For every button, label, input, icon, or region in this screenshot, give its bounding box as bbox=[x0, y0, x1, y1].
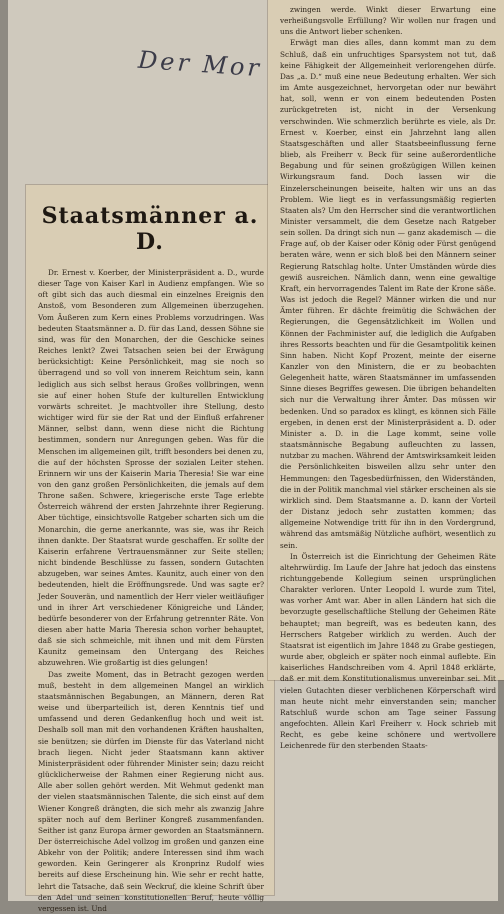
handwritten-annotation: Der Mor bbox=[137, 45, 263, 83]
article-headline: Staatsmänner a. D. bbox=[41, 203, 259, 255]
clipping-left bbox=[26, 185, 274, 913]
paragraph: Das zweite Moment, das in Betracht gezogen werden muß, besteht in dem allgemeinen Mangel an wirklich staatsmännischen Begabungen, an Männern, deren Rat weise und überparteilich ist, deren Kenntnis tief und umfassend und deren Gedankenflug hoch und weit ist. Deshalb soll man mit den vorhandenen Kräften haushalten, sie benützen; sie dürfen im Dienste für das Vaterland nicht brach liegen. Nicht jeder Staatsmann kann aktiver Ministerpräsident oder führender Minister sein; dazu reicht glücklicherweise der Rahmen einer Regierung nicht aus. Alle aber sollen gehört werden. Mit Wehmut gedenkt man der vielen staatsmännischen Talente, die sich einst auf dem Wiener Kongreß drängten, die sich mehr als zwanzig Jahre später noch auf dem Berliner Kongreß zusammenfanden. Seither ist ganz Europa ärmer geworden an Staatsmännern. Der österreichische Adel vollzog im großen und ganzen eine Abkehr von der Politik; andere Interessen sind ihm wach geworden. Kein Geringerer als Kronprinz Rudolf wies bereits auf diese Erscheinung hin. Wie sehr er recht hatte, lehrt die Tatsache, daß sein Weckruf, die kleine Schrift über den Adel und seinen konstitutionellen Beruf, heute völlig vergessen ist. Und bbox=[38, 669, 264, 913]
paragraph: In Österreich ist die Einrichtung der Geheimen Räte altehrwürdig. Im Laufe der Jahre hat jedoch das einstens richtunggebende Kollegium seinen ursprünglichen Charakter verloren. Unter Leopold I. wurde zum Titel, was vorher Amt war. Aber in allen Ländern hat sich die bevorzugte gesellschaftliche Stellung der Geheimen Räte behauptet; man begreift, was es bedeuten kann, des Herrschers Ratgeber wirklich zu werden. Auch der Staatsrat ist eigentlich im Jahre 1848 zu Grabe gestiegen, wurde aber, obgleich er später noch einmal auflebte. Ein kaiserliches Handschreiben vom 4. April 1848 erklärte, daß er mit dem Konstitutionalismus unvereinbar sei. Mit vielen Gutachten dieser verblichenen Körperschaft wird man heute nicht mehr einverstanden sein; mancher Ratschluß wurde schon am Tage seiner Fassung angefochten. Allein Karl Freiherr v. Hock schrieb mit Recht, es gebe keine schönere und wertvollere Leichenrede für den sterbenden Staats- bbox=[280, 551, 496, 751]
paragraph: Erwägt man dies alles, dann kommt man zu dem Schluß, daß ein unfruchtiges Sparsystem not tut, daß keine Fähigkeit der Allgemeinheit verlorengehen dürfe. Das „a. D.“ muß eine neue Bedeutung erhalten. Wer sich im Amte ausgezeichnet, hervorgetan oder nur bewährt hat, soll, wenn er von einem bedeutenden Posten zurückgetreten ist, nicht in der Versenkung verschwinden. Wie schmerzlich berührte es viele, als Dr. Ernest v. Koerber, einst ein Jahrzehnt lang allen Staatsgeschäften und aller Staatsbeeinflussung ferne blieb, als Freiherr v. Beck für seine außerordentliche Begabung und für seinen großzügigen Willen keinen Wirkungsraum fand. Doch lassen wir die Einzelerscheinungen beiseite, halten wir uns an das Problem. Wie liegt es in verfassungsmäßig regierten Staaten als? Um den Herrscher sind die verantwortlichen Minister versammelt, die dem Gesetze nach Ratgeber sein sollen. Da dringt sich nun — ganz akademisch — die Frage auf, ob der Kaiser oder König oder Fürst genügend beraten wäre, wenn er sich bloß bei den Männern seiner Regierung Ratschlag holte. Unter Umständen würde dies gewiß ausreichen. Nämlich dann, wenn eine gewaltige Kraft, ein hervorragendes Talent im Rate der Krone säße. Was ist jedoch die Regel? Männer wirken die und nur Ämter führen. Er dächte freimütig die Schwächen der Regierungen, die Gegensätzlichkeit im Wollen und Können der Fachminister auf, die lediglich die Aufgaben ihres Ressorts beachten und für die Gesamtpolitik keinen Sinn haben. Nicht Kopf Prozent, meinte der eiserne Kanzler von den Ministern, die er zu beobachten Gelegenheit hatte, wären Staatsmänner im umfassenden Sinne dieses Begriffes gewesen. Die übrigen behandelten sich nur die Verwaltung ihrer Ämter. Das müssen wir bedenken. Und so paradox es klingt, es können sich Fälle ergeben, in denen erst der Ministerpräsident a. D. oder Minister a. D. in die Lage kommt, seine volle staatsmännische Begabung aufleuchten zu lassen, nutzbar zu machen. Während der Amtswirksamkeit leiden die Persönlichkeiten bisweilen allzu sehr unter den Hemmungen: den Tagesbedürfnissen, den Widerständen, die in der Politik manchmal viel stärker erscheinen als sie wirklich sind. Dem Staatsmanne a. D. kann der Vorteil der Distanz jedoch sehr zustatten kommen; das allgemeine Notwendige tritt für ihn in den Vordergrund, während das amtsmäßig Nützliche aufhört, wesentlich zu sein. bbox=[280, 38, 496, 550]
paragraph: zwingen werde. Winkt dieser Erwartung eine verheißungsvolle Erfüllung? Wir wollen nur fragen und uns die Antwort lieber schenken. bbox=[280, 5, 496, 37]
paragraph: Dr. Ernest v. Koerber, der Ministerpräsident a. D., wurde dieser Tage von Kaiser Karl in Audienz empfangen. Wie so oft gibt sich das auch diesmal ein einzelnes Ereignis den Anstoß, vom Besonderen zum Allgemeinen überzugehen. Vom Äußeren zum Kern eines Problems vorzudringen. Was bedeuten Staatsmänner a. D. für das Land, dessen Söhne sie sind, was für den Monarchen, der die Geschicke seines Reiches lenkt? Zwei Tatsachen seien bei der Erwägung berücksichtigt: Keine Persönlichkeit, mag sie noch so überragend und so voll von innerem Reichtum sein, kann lediglich aus sich selbst heraus Großes vollbringen, wenn sie auf einer hohen Stufe der kulturellen Entwicklung vorwärts schreitet. Je machtvoller ihre Stellung, desto wichtiger wird für sie der Rat und der Einfluß erfahrener Männer, selbst dann, wenn diese nicht die Richtung bestimmen, sondern nur Anregungen geben. Was für die Menschen im allgemeinen gilt, trifft besonders bei denen zu, die auf der höchsten Sprosse der sozialen Leiter stehen. Erinnern wir uns der Kaiserin Maria Theresia! Sie war eine von den ganz großen Persönlichkeiten, die jemals auf dem Throne saßen. Schwere, kriegerische erste Tage erlebte Österreich während der ersten Jahrzehnte ihrer Regierung. Aber tüchtige, einsichtsvolle Ratgeber scharten sich um die Monarchin, die gerne anerkannte, was sie, was ihr Reich ihnen dankte. Der Staatsrat wurde geschaffen. Er sollte der Kaiserin erfahrene Vertrauensmänner zur Seite stellen; nicht bindende Beschlüsse zu fassen, sondern Gutachten abzugeben, war seines Amtes. Kaunitz, auch einer von den bedeutenden, hielt die Eröffnungsrede. Und was sagte er? Jeder Souverän, und namentlich der Herr vieler weitläufiger und in ihrer Art verschiedener Königreiche und Länder, bedürfe besonderer von der Erfahrung getrennter Räte. Von diesen aber hatte Maria Theresia schon vorher behauptet, daß sie sich schmeichle, mit ihnen und mit dem Fürsten Kaunitz gemeinsam den Untergang des Reiches abzuwehren. Wie großartig ist dies gelungen! bbox=[38, 268, 264, 668]
left-column-text bbox=[26, 267, 274, 914]
right-column-text bbox=[268, 0, 504, 751]
clipping-right bbox=[268, 0, 504, 751]
